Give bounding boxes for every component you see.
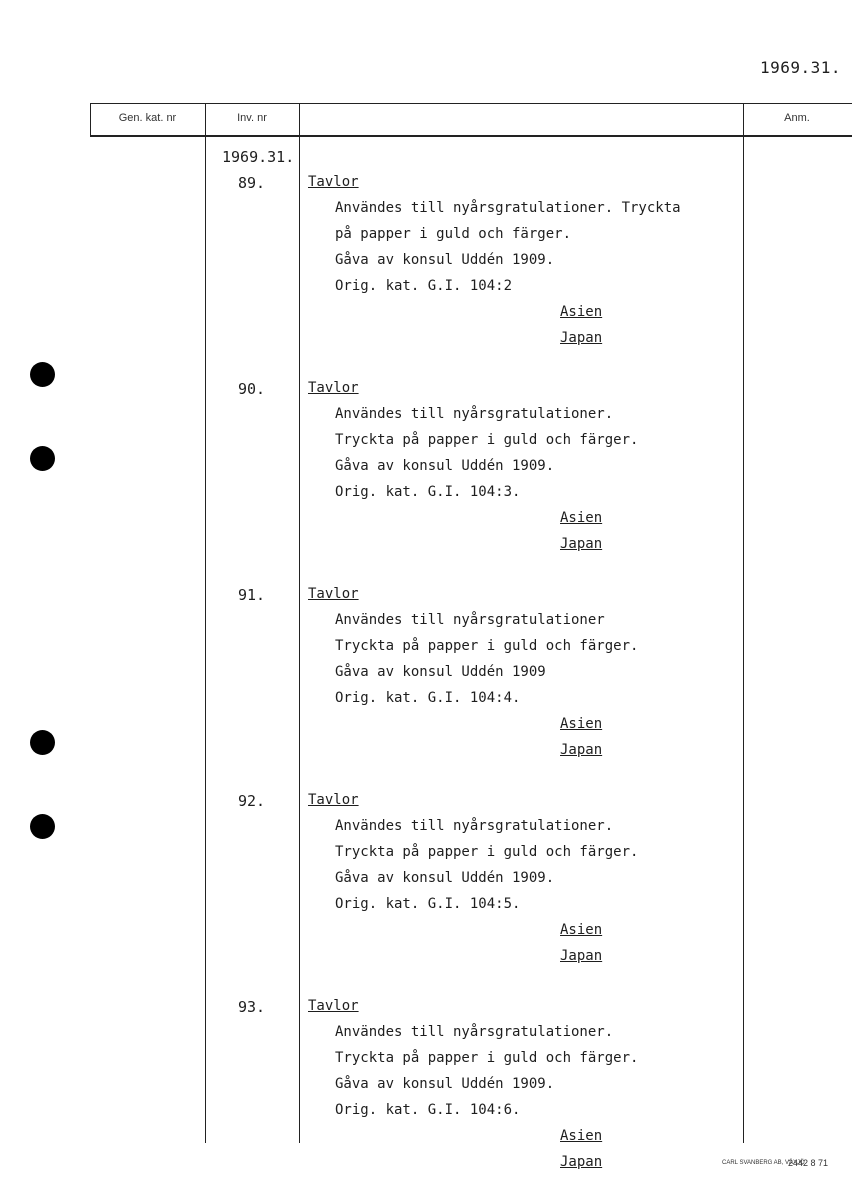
column-header-anm: Anm. [784,112,810,124]
catalog-entry [0,586,861,766]
printer-mark: CARL SVANBERG AB, VÄXJÖ [722,1160,805,1166]
entry-title: Tavlor [308,174,359,190]
entry-line: Tryckta på papper i guld och färger. [335,1050,639,1066]
entry-line: Orig. kat. G.I. 104:6. [335,1102,521,1118]
entry-line: Orig. kat. G.I. 104:3. [335,484,521,500]
entry-region: Asien [560,922,603,938]
entry-line: Användes till nyårsgratulationer. [335,1024,614,1040]
entry-line: Gåva av konsul Uddén 1909. [335,458,555,474]
entry-line: Användes till nyårsgratulationer. Tryckta [335,200,681,216]
entry-title: Tavlor [308,586,359,602]
entry-line: på papper i guld och färger. [335,226,572,242]
entry-country: Japan [560,536,603,552]
entry-line: Användes till nyårsgratulationer. [335,818,614,834]
catalog-entry [0,792,861,972]
entry-line: Användes till nyårsgratulationer [335,612,605,628]
entry-line: Tryckta på papper i guld och färger. [335,844,639,860]
entry-line: Orig. kat. G.I. 104:5. [335,896,521,912]
page-number: 1969.31. [760,58,842,77]
entry-number: 91. [238,586,266,604]
entry-number: 90. [238,380,266,398]
entry-number: 89. [238,174,266,192]
entry-number: 92. [238,792,266,810]
catalog-entry [0,998,861,1178]
entry-line: Gåva av konsul Uddén 1909. [335,252,555,268]
catalog-entry [0,380,861,560]
catalog-entry [0,174,861,354]
entry-line: Tryckta på papper i guld och färger. [335,638,639,654]
entry-country: Japan [560,1154,603,1170]
entry-line: Användes till nyårsgratulationer. [335,406,614,422]
entry-country: Japan [560,742,603,758]
entry-country: Japan [560,948,603,964]
entry-region: Asien [560,1128,603,1144]
entry-line: Gåva av konsul Uddén 1909. [335,1076,555,1092]
entry-title: Tavlor [308,792,359,808]
year-prefix: 1969.31. [222,148,295,166]
entry-line: Gåva av konsul Uddén 1909 [335,664,546,680]
entry-line: Gåva av konsul Uddén 1909. [335,870,555,886]
entry-region: Asien [560,304,603,320]
entry-line: Orig. kat. G.I. 104:4. [335,690,521,706]
column-header-inv-nr: Inv. nr [237,112,267,124]
printer-code: 2442 8 71 [788,1158,829,1168]
entry-country: Japan [560,330,603,346]
column-header-gen-kat-nr: Gen. kat. nr [118,112,177,124]
entry-number: 93. [238,998,266,1016]
entry-line: Tryckta på papper i guld och färger. [335,432,639,448]
entry-line: Orig. kat. G.I. 104:2 [335,278,513,294]
entry-title: Tavlor [308,998,359,1014]
entry-region: Asien [560,716,603,732]
entry-title: Tavlor [308,380,359,396]
entry-region: Asien [560,510,603,526]
